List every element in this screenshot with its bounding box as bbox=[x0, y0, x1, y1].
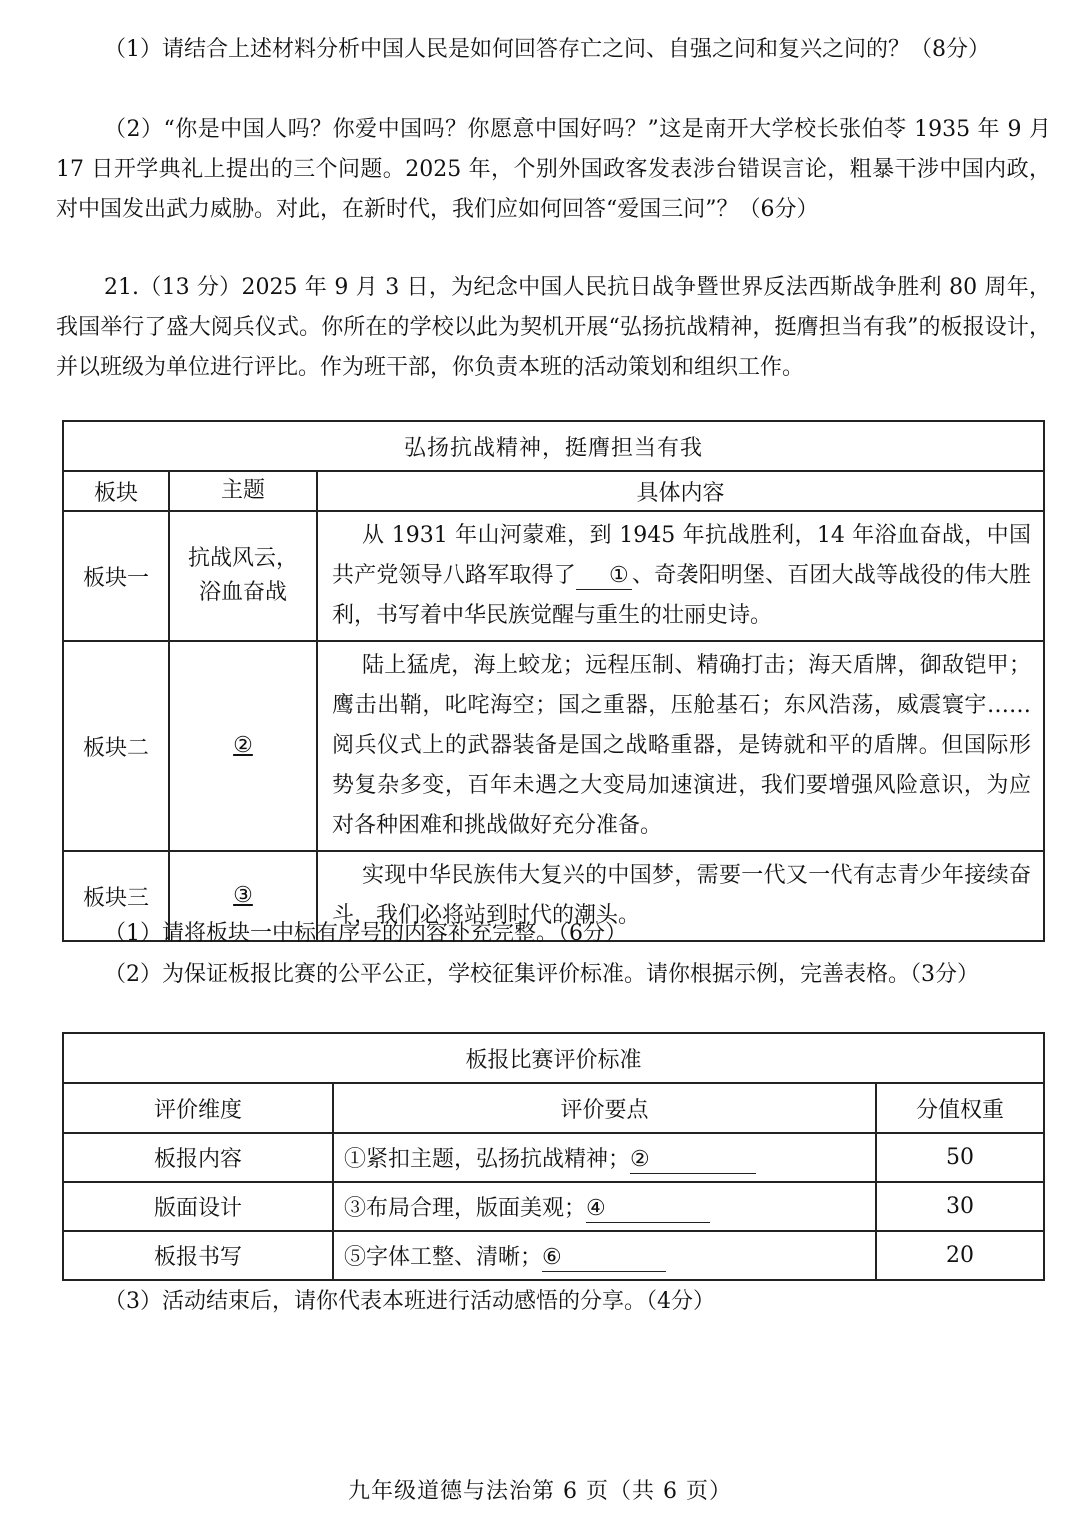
question-21-part-3: （3）活动结束后，请你代表本班进行活动感悟的分享。（4分） bbox=[104, 1289, 715, 1314]
theme-blank: ③ bbox=[233, 883, 253, 908]
header-block: 板块 bbox=[63, 471, 169, 511]
question-21-part-2: （2）为保证板报比赛的公平公正，学校征集评价标准。请你根据示例，完善表格。（3分） bbox=[104, 962, 979, 987]
header-point: 评价要点 bbox=[333, 1083, 876, 1133]
block-content bbox=[317, 511, 1044, 641]
question-20-part-2: （2）“你是中国人吗？你爱中国吗？你愿意中国好吗？”这是南开大学校长张伯苓 1935 年 9 月 17 日开学典礼上提出的三个问题。2025 年，个别外国政客发表涉台错误言论，粗暴干涉中国内政，对中国发出武力威胁。对此，在新时代，我们应如何回答“爱国三问”？（6分） bbox=[56, 117, 1051, 222]
header-dimension: 评价维度 bbox=[63, 1083, 333, 1133]
header-theme: 主题 bbox=[169, 471, 317, 511]
dimension-cell: 板报书写 bbox=[63, 1231, 333, 1280]
header-content: 具体内容 bbox=[317, 471, 1044, 511]
table-row bbox=[63, 641, 1044, 851]
content-text: 、奇袭阳明堡、百团大战等战役的伟大胜利，书写着中华民族觉醒与重生的壮丽史诗。 bbox=[332, 563, 1031, 628]
theme-line: 抗战风云， bbox=[187, 546, 298, 571]
table-row bbox=[63, 1182, 1044, 1231]
question-21-intro: 21.（13 分）2025 年 9 月 3 日，为纪念中国人民抗日战争暨世界反法西斯战争胜利 80 周年，我国举行了盛大阅兵仪式。你所在的学校以此为契机开展“弘扬抗战精神，挺膺担当有我”的板报设计，并以班级为单位进行评比。作为班干部，你负责本班的活动策划和组织工作。 bbox=[56, 275, 1051, 380]
board-design-table bbox=[62, 420, 1045, 942]
table-row bbox=[63, 1133, 1044, 1182]
theme-line: 浴血奋战 bbox=[198, 580, 287, 605]
weight-cell: 30 bbox=[876, 1182, 1044, 1231]
block-label: 板块二 bbox=[63, 641, 169, 851]
answer-blank: ② bbox=[630, 1147, 756, 1174]
evaluation-table-title: 板报比赛评价标准 bbox=[63, 1033, 1044, 1083]
table-row bbox=[63, 1231, 1044, 1280]
block-theme bbox=[169, 511, 317, 641]
question-21-part-1: （1）请将板块一中标有序号的内容补充完整。（6分） bbox=[104, 921, 627, 946]
board-table-title: 弘扬抗战精神，挺膺担当有我 bbox=[63, 421, 1044, 471]
page-footer: 九年级道德与法治第 6 页（共 6 页） bbox=[348, 1479, 732, 1504]
weight-cell: 50 bbox=[876, 1133, 1044, 1182]
block-label: 板块三 bbox=[63, 851, 169, 941]
dimension-cell: 版面设计 bbox=[63, 1182, 333, 1231]
evaluation-table bbox=[62, 1032, 1045, 1281]
point-cell: ③布局合理，版面美观；④ bbox=[333, 1182, 876, 1231]
answer-blank: ④ bbox=[586, 1196, 710, 1223]
point-cell: ⑤字体工整、清晰；⑥ bbox=[333, 1231, 876, 1280]
block-content: 实现中华民族伟大复兴的中国梦，需要一代又一代有志青少年接续奋斗，我们必将站到时代的潮头。 bbox=[317, 851, 1044, 941]
point-cell: ①紧扣主题，弘扬抗战精神；② bbox=[333, 1133, 876, 1182]
dimension-cell: 板报内容 bbox=[63, 1133, 333, 1182]
answer-blank: ⑥ bbox=[542, 1245, 666, 1272]
theme-blank: ② bbox=[233, 733, 253, 758]
content-text: 从 1931 年山河蒙难，到 1945 年抗战胜利，14 年浴血奋战，中国共产党领导八路军取得了 bbox=[332, 523, 1031, 588]
block-content: 陆上猛虎，海上蛟龙；远程压制、精确打击；海天盾牌，御敌铠甲；鹰击出鞘，叱咤海空；国之重器，压舱基石；东风浩荡，威震寰宇……阅兵仪式上的武器装备是国之战略重器，是铸就和平的盾牌。但国际形势复杂多变，百年未遇之大变局加速演进，我们要增强风险意识，为应对各种困难和挑战做好充分准备。 bbox=[317, 641, 1044, 851]
table-row bbox=[63, 511, 1044, 641]
answer-blank: ① bbox=[576, 563, 632, 590]
header-weight: 分值权重 bbox=[876, 1083, 1044, 1133]
block-label: 板块一 bbox=[63, 511, 169, 641]
question-20-part-1: （1）请结合上述材料分析中国人民是如何回答存亡之问、自强之问和复兴之问的？（8分） bbox=[104, 37, 990, 62]
weight-cell: 20 bbox=[876, 1231, 1044, 1280]
